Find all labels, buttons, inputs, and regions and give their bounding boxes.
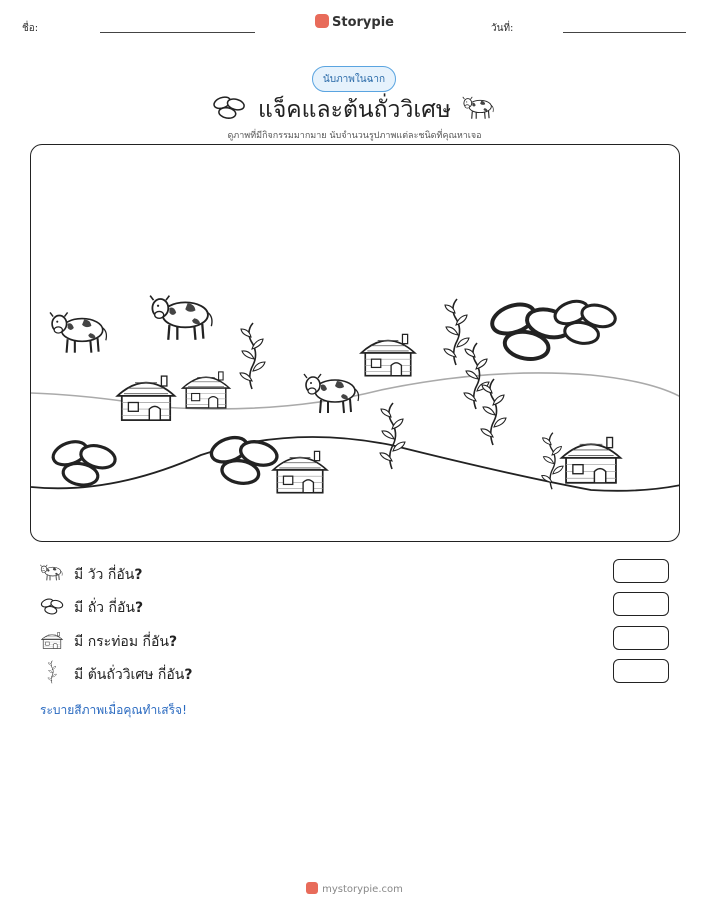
counting-scene bbox=[30, 144, 680, 542]
footer-url[interactable]: mystorypie.com bbox=[322, 884, 403, 895]
storypie-logo bbox=[315, 14, 329, 28]
cottage-icon bbox=[40, 628, 64, 652]
cow-icon bbox=[40, 560, 64, 584]
name-field[interactable] bbox=[100, 32, 255, 33]
date-field[interactable] bbox=[563, 32, 686, 33]
page-subtitle: ดูภาพที่มีกิจกรรมมากมาย นับจำนวนรูปภาพแต่ละชนิดที่คุณหาเจอ bbox=[227, 131, 482, 141]
footer bbox=[0, 882, 709, 895]
scene-illustration bbox=[31, 145, 680, 542]
name-label: ชื่อ: bbox=[22, 23, 39, 34]
answer-box-beans[interactable] bbox=[613, 592, 669, 616]
question-beans: มี ถั่ว กี่อัน? bbox=[74, 600, 144, 616]
brand-header bbox=[0, 14, 709, 30]
brand-text: Storypie bbox=[332, 15, 394, 30]
question-beanstalks: มี ต้นถั่ววิเศษ กี่อัน? bbox=[74, 667, 193, 683]
answer-box-cows[interactable] bbox=[613, 559, 669, 583]
date-label: วันที่: bbox=[491, 23, 514, 34]
cow-icon bbox=[462, 93, 496, 121]
question-cottages: มี กระท่อม กี่อัน? bbox=[74, 634, 178, 650]
activity-badge: นับภาพในฉาก bbox=[312, 66, 396, 92]
question-cows: มี วัว กี่อัน? bbox=[74, 567, 143, 583]
beanstalk-icon bbox=[40, 660, 64, 684]
coloring-instruction: ระบายสีภาพเมื่อคุณทำเสร็จ! bbox=[40, 703, 187, 717]
bean-icon bbox=[40, 594, 64, 618]
answer-box-beanstalks[interactable] bbox=[613, 659, 669, 683]
page-title: แจ็คและต้นถั่ววิเศษ bbox=[258, 97, 451, 123]
answer-box-cottages[interactable] bbox=[613, 626, 669, 650]
storypie-logo bbox=[306, 882, 318, 894]
